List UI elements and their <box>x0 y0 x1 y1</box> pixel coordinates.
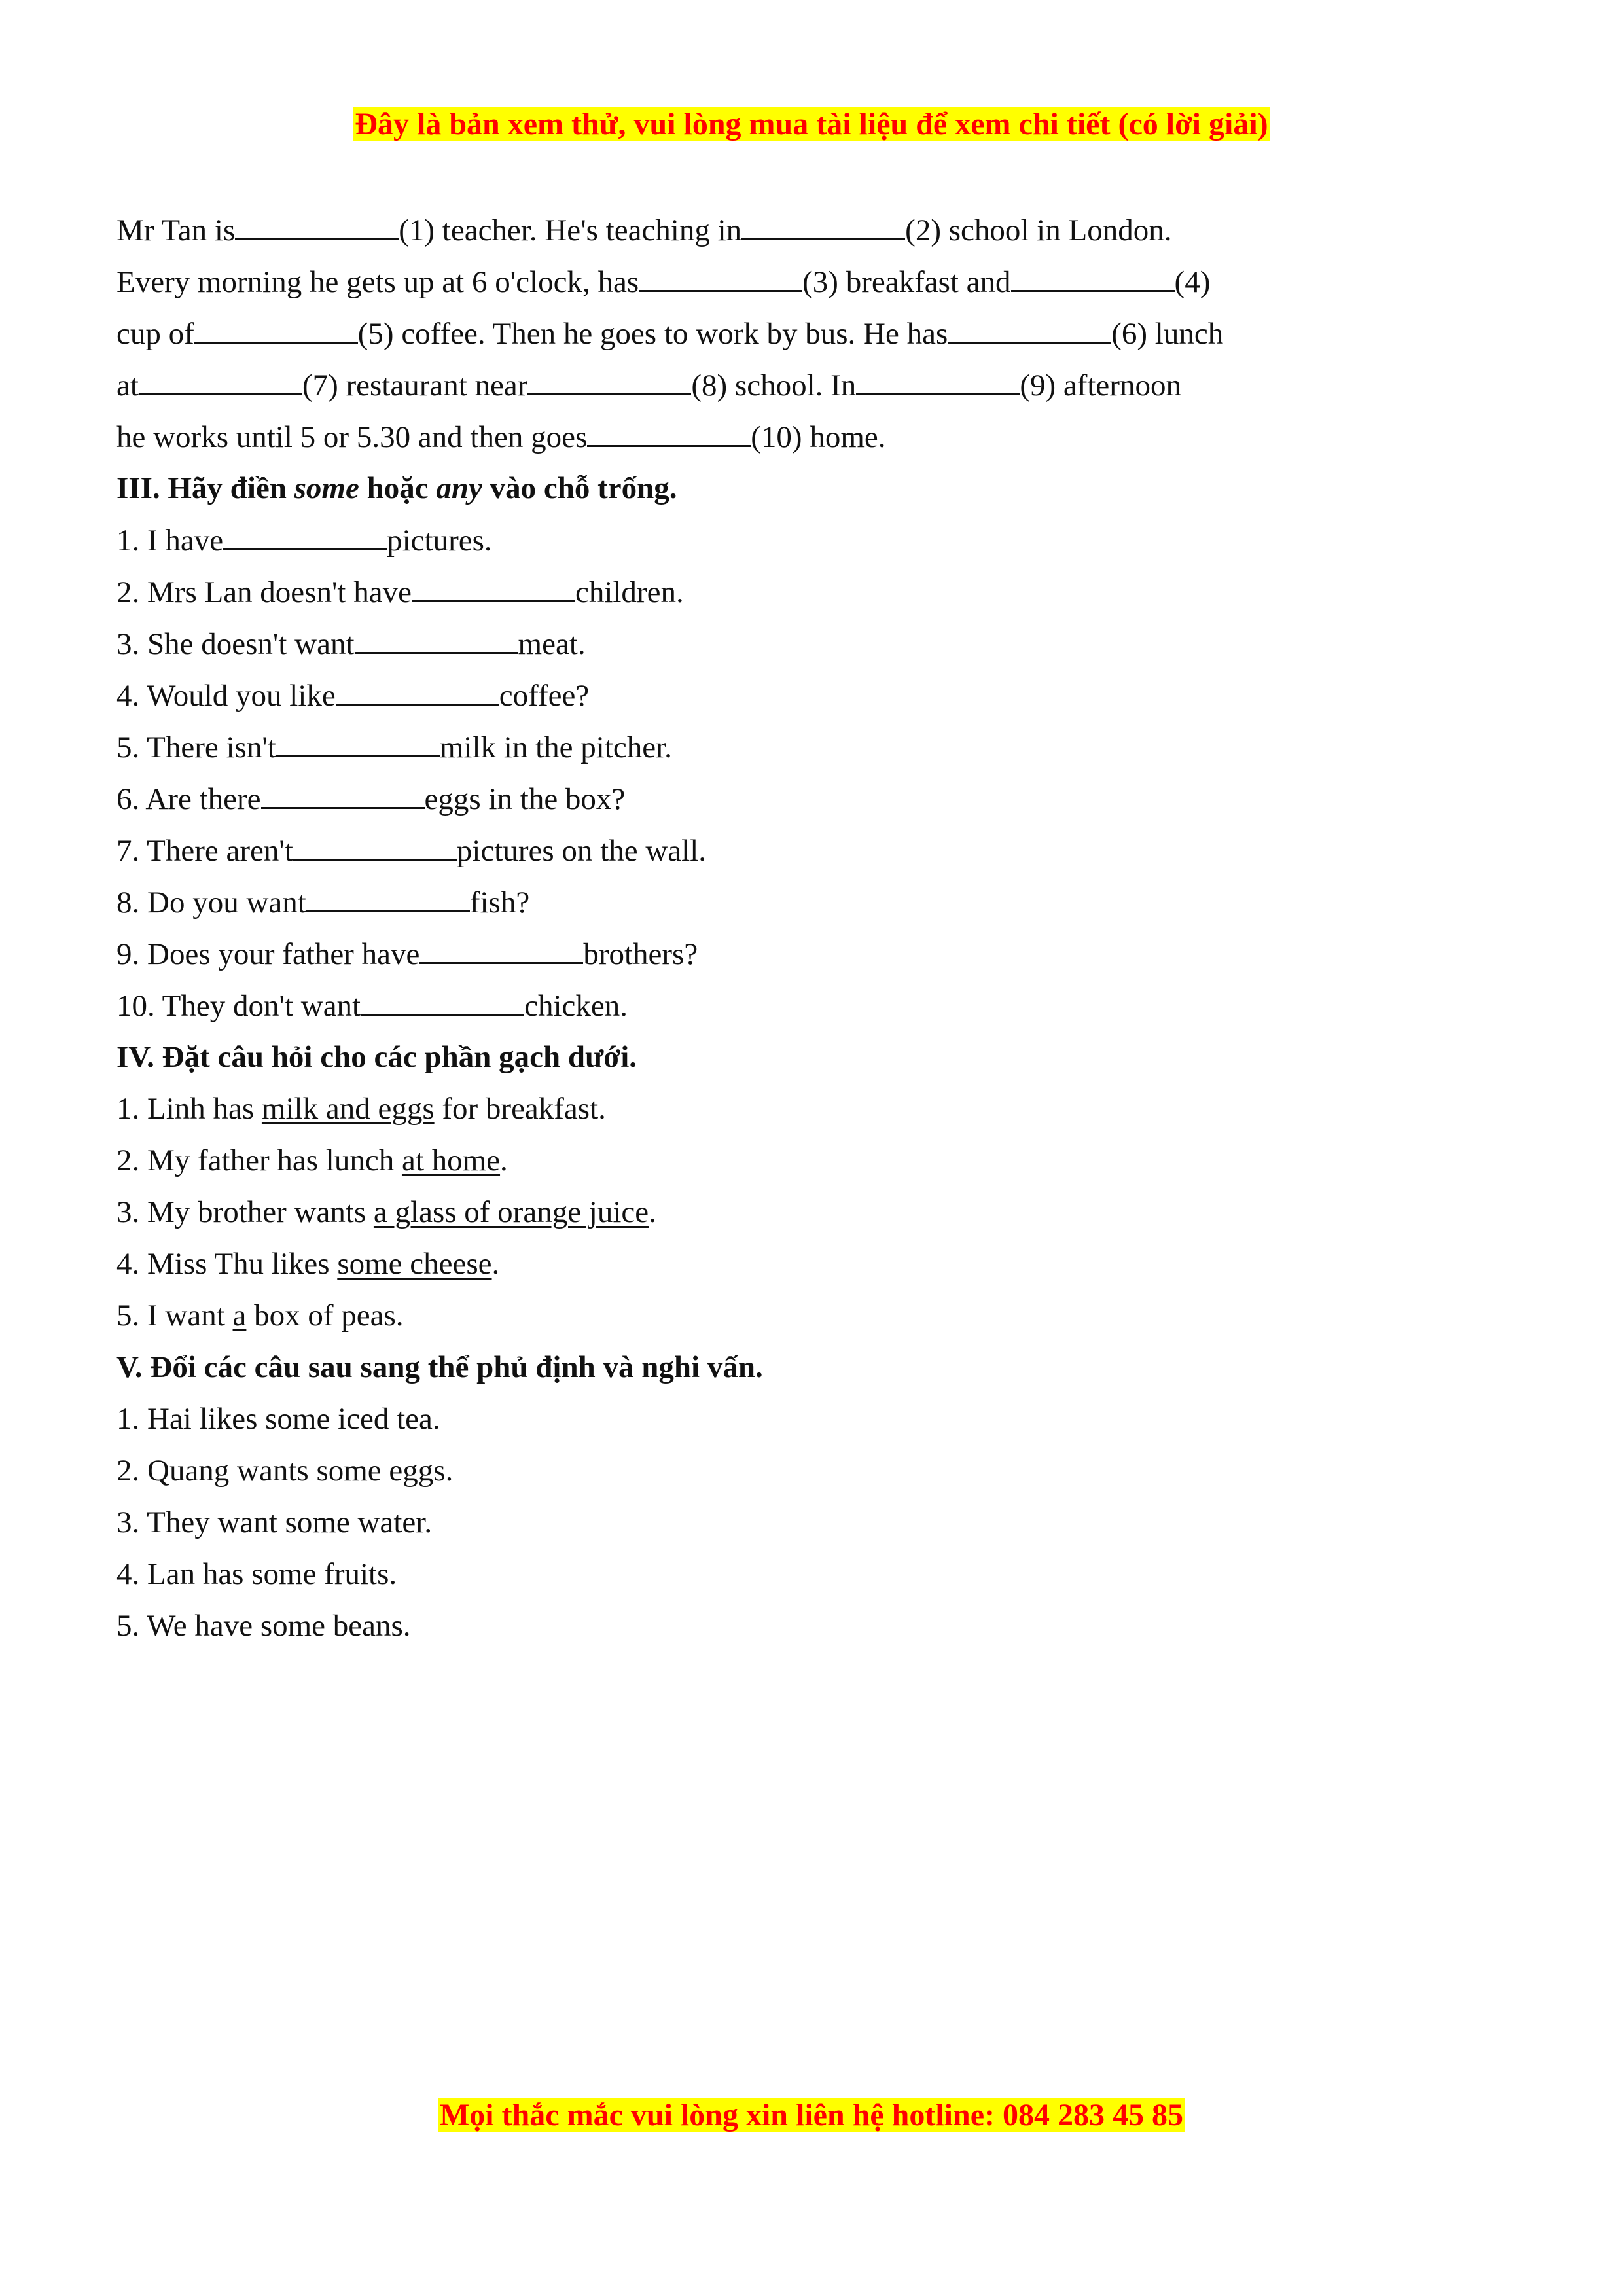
passage-text: cup of <box>116 317 194 351</box>
section-5-heading: V. Đổi các câu sau sang thể phủ định và nghi vấn. <box>116 1350 763 1384</box>
section-3-heading: III. Hãy điền some hoặc any vào chỗ trống. <box>116 471 677 505</box>
blank-field[interactable] <box>741 204 905 240</box>
passage-text: (1) teacher. He's teaching in <box>399 213 742 247</box>
exercise-item: 10. They don't want chicken. <box>116 980 1530 1031</box>
passage-text: he works until 5 or 5.30 and then goes <box>116 420 588 454</box>
underlined-phrase: a <box>232 1299 247 1333</box>
blank-field[interactable] <box>194 308 358 344</box>
blank-field[interactable] <box>856 359 1020 395</box>
blank-field[interactable] <box>223 514 387 550</box>
exercise-item: 7. There aren't pictures on the wall. <box>116 825 1530 876</box>
exercise-item: 5. I want a box of peas. <box>116 1299 404 1333</box>
blank-field[interactable] <box>361 980 524 1016</box>
exercise-item: 4. Lan has some fruits. <box>116 1557 397 1591</box>
passage-text: (9) afternoon <box>1020 368 1181 403</box>
passage-text: (2) school in London. <box>905 213 1172 247</box>
hotline-notice-text: Mọi thắc mắc vui lòng xin liên hệ hotline: 084 283 45 85 <box>439 2098 1183 2132</box>
blank-field[interactable] <box>276 721 440 757</box>
blank-field[interactable] <box>306 876 470 912</box>
blank-field[interactable] <box>1011 256 1175 292</box>
blank-field[interactable] <box>948 308 1111 344</box>
passage-text: (8) school. In <box>691 368 857 403</box>
exercise-item: 1. I have pictures. <box>116 514 1530 566</box>
underlined-phrase: at home <box>401 1143 501 1177</box>
blank-field[interactable] <box>412 566 575 602</box>
exercise-item: 4. Would you like coffee? <box>116 670 1530 721</box>
exercise-item: 5. There isn't milk in the pitcher. <box>116 721 1530 773</box>
exercise-item: 4. Miss Thu likes some cheese. <box>116 1247 500 1281</box>
blank-field[interactable] <box>293 825 457 861</box>
section-4-heading: IV. Đặt câu hỏi cho các phần gạch dưới. <box>116 1040 637 1074</box>
passage-line <box>116 359 1530 411</box>
exercise-item: 2. Quang wants some eggs. <box>116 1454 454 1488</box>
exercise-item: 8. Do you want fish? <box>116 876 1530 928</box>
underlined-phrase: some cheese <box>337 1247 492 1281</box>
blank-field[interactable] <box>261 773 425 809</box>
hotline-notice-banner <box>0 2096 1623 2135</box>
blank-field[interactable] <box>139 359 302 395</box>
exercise-item: 3. They want some water. <box>116 1505 433 1539</box>
blank-field[interactable] <box>235 204 399 240</box>
exercise-item: 1. Hai likes some iced tea. <box>116 1402 440 1436</box>
passage-text: (3) breakfast and <box>802 265 1011 299</box>
passage-text: (4) <box>1174 265 1211 299</box>
passage-line <box>116 256 1530 308</box>
exercise-item: 5. We have some beans. <box>116 1609 411 1643</box>
exercise-item: 6. Are there eggs in the box? <box>116 773 1530 825</box>
passage-text: (7) restaurant near <box>302 368 528 403</box>
passage-text: Mr Tan is <box>116 213 236 247</box>
exercise-item: 9. Does your father have brothers? <box>116 928 1530 980</box>
passage-text: (10) home. <box>751 420 886 454</box>
worksheet-body <box>116 204 1530 1652</box>
passage-line <box>116 411 1530 463</box>
blank-field[interactable] <box>527 359 691 395</box>
preview-notice-banner <box>0 105 1623 144</box>
blank-field[interactable] <box>355 618 518 654</box>
blank-field[interactable] <box>587 411 751 447</box>
passage-text: (6) lunch <box>1111 317 1224 351</box>
passage-text: Every morning he gets up at 6 o'clock, has <box>116 265 639 299</box>
preview-notice-text: Đây là bản xem thử, vui lòng mua tài liệu để xem chi tiết (có lời giải) <box>355 107 1268 141</box>
passage-text: (5) coffee. Then he goes to work by bus. He has <box>357 317 948 351</box>
passage-text: at <box>116 368 139 403</box>
underlined-phrase: milk and eggs <box>261 1092 435 1126</box>
exercise-item: 1. Linh has milk and eggs for breakfast. <box>116 1092 606 1126</box>
exercise-item: 3. My brother wants a glass of orange juice. <box>116 1195 656 1229</box>
underlined-phrase: a glass of orange juice <box>373 1195 649 1229</box>
passage-line <box>116 204 1530 256</box>
exercise-item: 2. My father has lunch at home. <box>116 1143 508 1177</box>
exercise-item: 3. She doesn't want meat. <box>116 618 1530 670</box>
blank-field[interactable] <box>336 670 499 706</box>
passage-line <box>116 308 1530 359</box>
blank-field[interactable] <box>639 256 802 292</box>
exercise-item: 2. Mrs Lan doesn't have children. <box>116 566 1530 618</box>
blank-field[interactable] <box>419 928 583 964</box>
